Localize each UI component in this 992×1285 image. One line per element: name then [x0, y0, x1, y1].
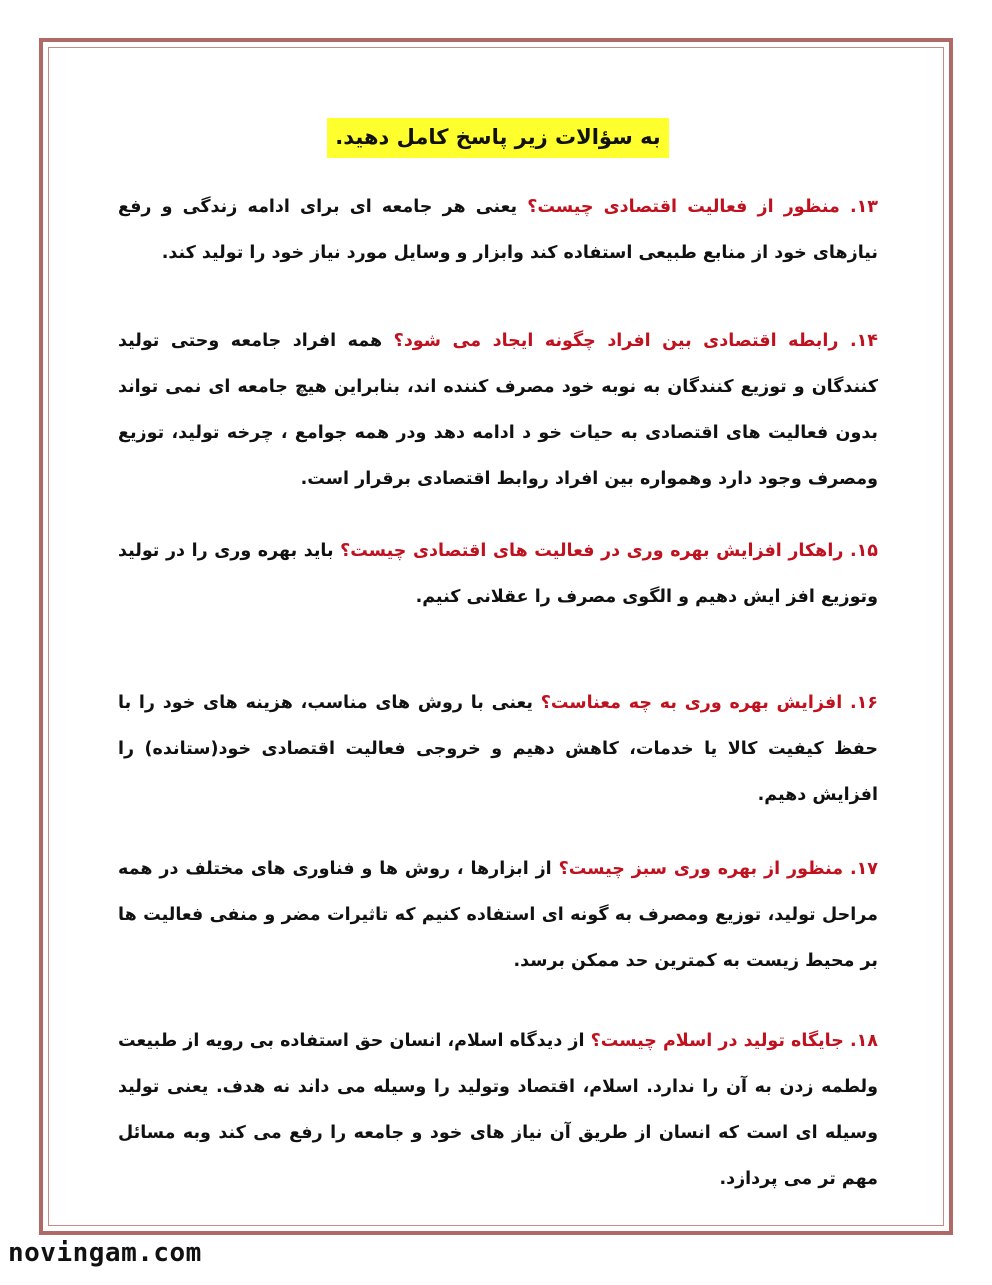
question-text: ۱۵. راهکار افزایش بهره وری در فعالیت های اقتصادی چیست؟	[340, 541, 878, 561]
question-item-14	[118, 318, 878, 502]
question-text: ۱۳. منظور از فعالیت اقتصادی چیست؟	[527, 197, 878, 217]
answer-text: باید بهره وری را در تولید وتوزیع افز ایش دهیم و الگوی مصرف را عقلانی کنیم.	[118, 541, 878, 607]
question-item-18	[118, 1018, 878, 1202]
worksheet-content	[118, 118, 878, 1202]
site-watermark: novingam.com	[8, 1238, 202, 1268]
question-text: ۱۴. رابطه اقتصادی بین افراد چگونه ایجاد می شود؟	[393, 331, 878, 351]
heading-wrapper	[118, 118, 878, 158]
answer-text: از ابزارها ، روش ها و فناوری های مختلف در همه مراحل تولید، توزیع ومصرف به گونه ای استفاده کنیم که تاثیرات مضر و منفی فعالیت ها بر محیط زیست به کمترین حد ممکن برسد.	[118, 859, 878, 971]
question-text: ۱۸. جایگاه تولید در اسلام چیست؟	[590, 1031, 878, 1051]
question-item-15	[118, 528, 878, 620]
question-item-17	[118, 846, 878, 984]
question-text: ۱۶. افزایش بهره وری به چه معناست؟	[540, 693, 878, 713]
question-item-16	[118, 680, 878, 818]
answer-text: یعنی با روش های مناسب، هزینه های خود را با حفظ کیفیت کالا یا خدمات، کاهش دهیم و خروجی فعالیت اقتصادی خود(ستانده) را افزایش دهیم.	[118, 693, 878, 805]
question-text: ۱۷. منظور از بهره وری سبز چیست؟	[558, 859, 878, 879]
answer-text: یعنی هر جامعه ای برای ادامه زندگی و رفع نیازهای خود از منابع طبیعی استفاده کند وابزار و وسایل مورد نیاز خود را تولید کند.	[118, 197, 878, 263]
question-item-13	[118, 184, 878, 276]
answer-text: از دیدگاه اسلام، انسان حق استفاده بی رویه از طبیعت ولطمه زدن به آن را ندارد. اسلام، اقتصاد وتولید را وسیله می داند نه هدف. یعنی تولید وسیله ای است که انسان از طریق آن نیاز های خود و جامعه را رفع می کند وبه مسائل مهم تر می پردازد.	[118, 1031, 878, 1189]
answer-text: همه افراد جامعه وحتی تولید کنندگان و توزیع کنندگان به نوبه خود مصرف کننده اند، بنابراین هیچ جامعه ای نمی تواند بدون فعالیت های اقتصادی به حیات خو د ادامه دهد ودر همه جوامع ، چرخه تولید، توزیع ومصرف وجود دارد وهمواره بین افراد روابط اقتصادی برقرار است.	[118, 331, 878, 489]
worksheet-heading: به سؤالات زیر پاسخ کامل دهید.	[327, 118, 668, 158]
